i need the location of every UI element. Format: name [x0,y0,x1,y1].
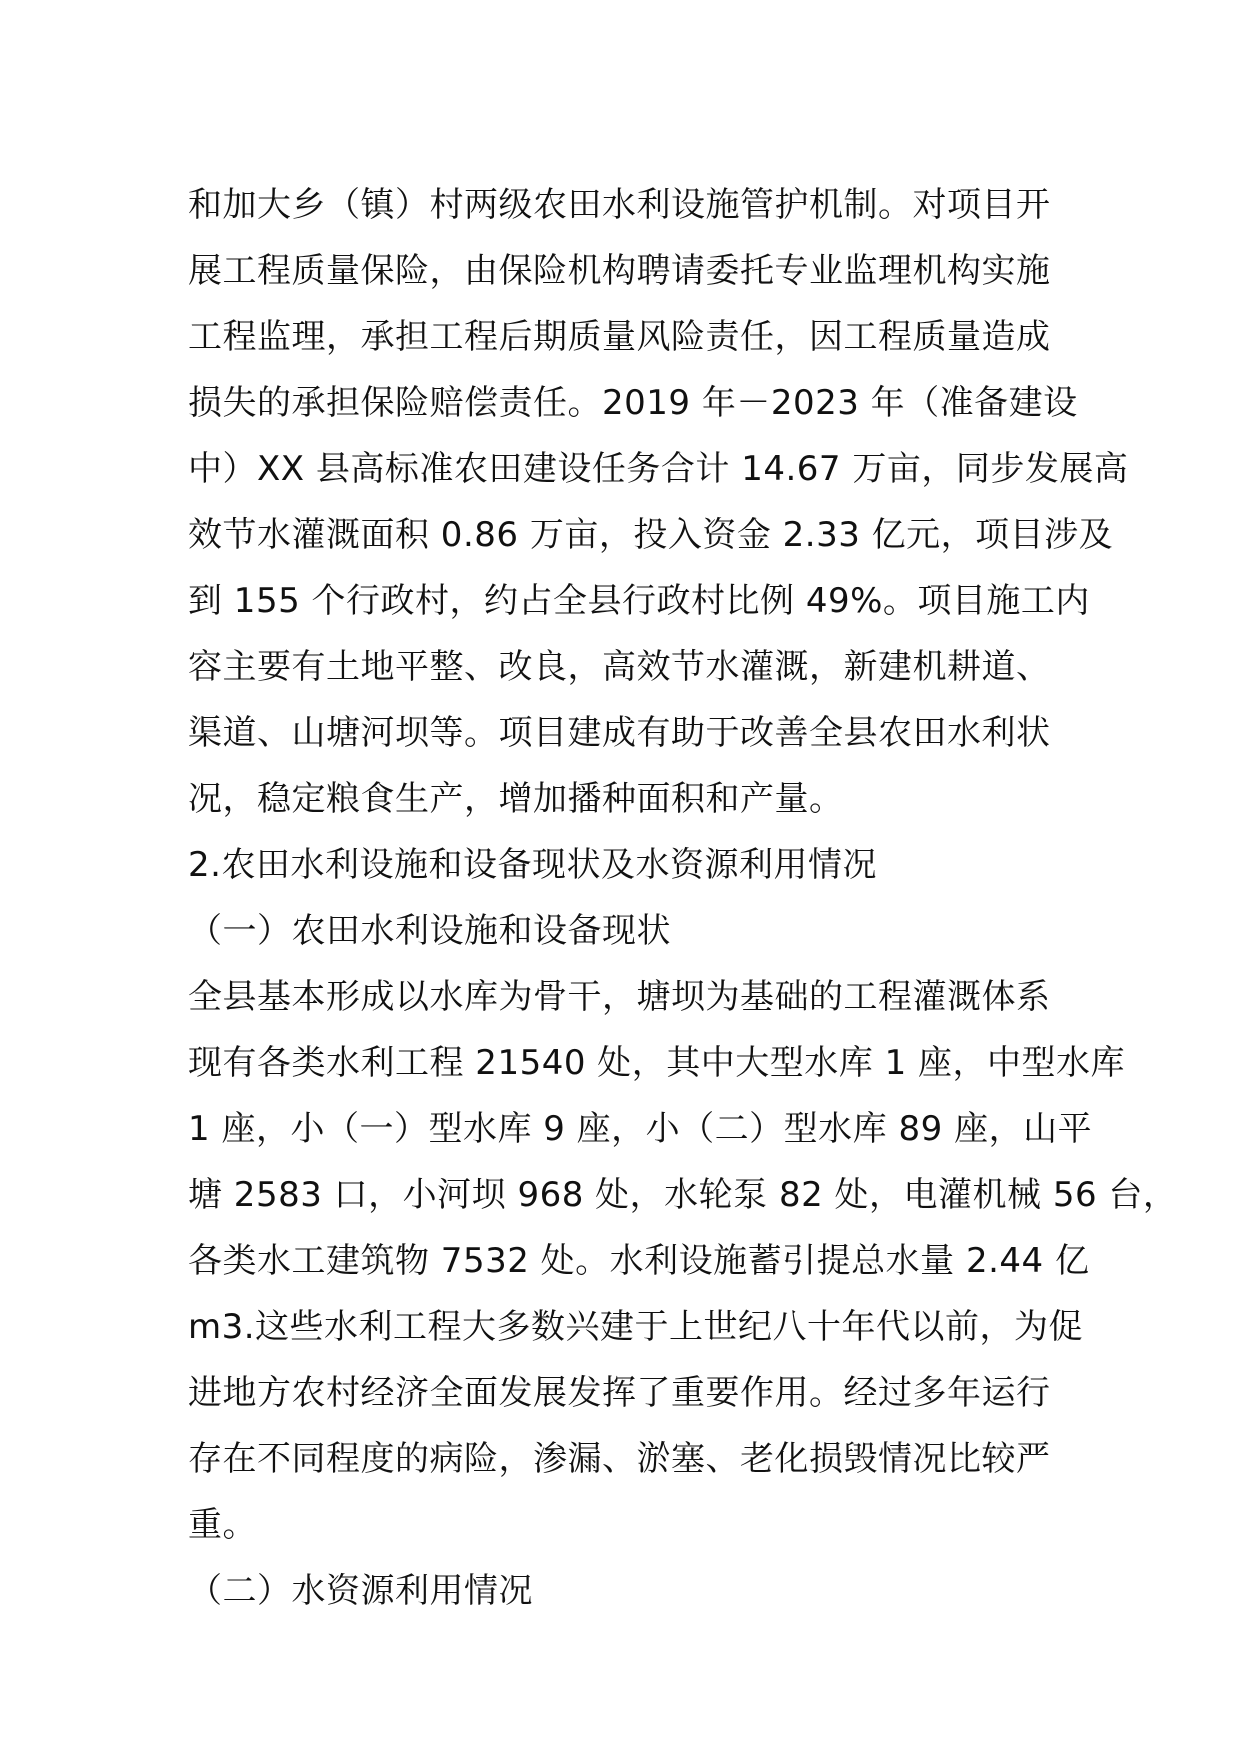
paragraph-1-line: 到 155 个行政村，约占全县行政村比例 49%。项目施工内 [188,581,1090,621]
paragraph-1-line: 和加大乡（镇）村两级农田水利设施管护机制。对项目开 [188,185,1051,225]
paragraph-2-line: 存在不同程度的病险，渗漏、淤塞、老化损毁情况比较严 [188,1439,1051,1479]
document-page [188,172,1178,1624]
paragraph-1-line: 工程监理，承担工程后期质量风险责任，因工程质量造成 [188,317,1051,357]
paragraph-2-line: 1 座，小（一）型水库 9 座，小（二）型水库 89 座，山平 [188,1109,1093,1149]
paragraph-1-line: 渠道、山塘河坝等。项目建成有助于改善全县农田水利状 [188,713,1051,753]
paragraph-2-line: 现有各类水利工程 21540 处，其中大型水库 1 座，中型水库 [188,1043,1126,1083]
paragraph-1-line: 容主要有土地平整、改良，高效节水灌溉，新建机耕道、 [188,647,1051,687]
paragraph-2-line: 全县基本形成以水库为骨干，塘坝为基础的工程灌溉体系 [188,977,1051,1017]
paragraph-1-line: 展工程质量保险，由保险机构聘请委托专业监理机构实施 [188,251,1051,291]
paragraph-1-line: 损失的承担保险赔偿责任。2019 年－2023 年（准备建设 [188,383,1078,423]
paragraph-2-line: 各类水工建筑物 7532 处。水利设施蓄引提总水量 2.44 亿 [188,1241,1090,1281]
paragraph-2-line: 塘 2583 口，小河坝 968 处，水轮泵 82 处，电灌机械 56 台， [188,1175,1178,1215]
section-heading: 2.农田水利设施和设备现状及水资源利用情况 [188,845,877,885]
paragraph-1-line: 中）XX 县高标准农田建设任务合计 14.67 万亩，同步发展高 [188,449,1129,489]
paragraph-1-line: 况，稳定粮食生产，增加播种面积和产量。 [188,779,844,819]
subsection-heading: （一）农田水利设施和设备现状 [188,911,671,951]
subsection-heading: （二）水资源利用情况 [188,1571,533,1611]
paragraph-2-line: 重。 [188,1505,257,1545]
paragraph-2-line: 进地方农村经济全面发展发挥了重要作用。经过多年运行 [188,1373,1051,1413]
paragraph-2-line: m3.这些水利工程大多数兴建于上世纪八十年代以前，为促 [188,1307,1084,1347]
paragraph-1-line: 效节水灌溉面积 0.86 万亩，投入资金 2.33 亿元，项目涉及 [188,515,1114,555]
